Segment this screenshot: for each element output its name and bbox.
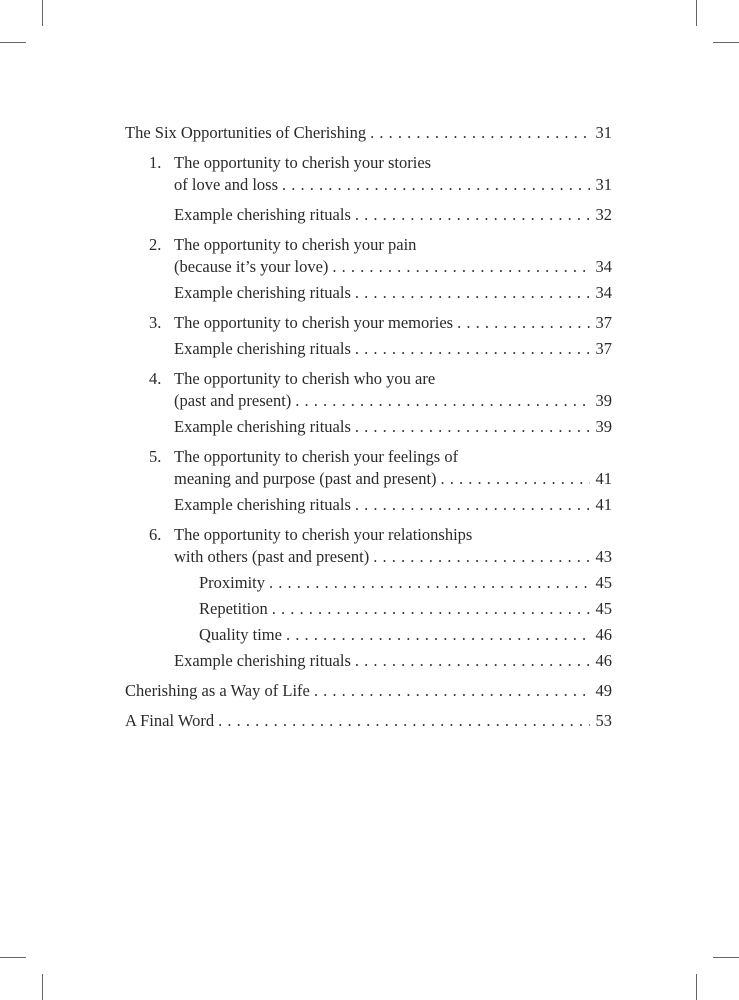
toc-page-number: 32 [595,205,612,224]
toc-page-number: 43 [595,547,612,566]
toc-entry-number: 1. [149,153,162,172]
dot-leader [355,494,590,516]
toc-entry-title: Proximity [199,573,266,592]
toc-page-number: 45 [595,573,612,592]
toc-page-number: 37 [595,339,612,358]
toc-entry-number: 6. [149,525,162,544]
toc-entry[interactable] [125,494,612,516]
toc-entry-number: 3. [149,313,162,332]
toc-entry[interactable] [125,650,612,672]
toc-entry[interactable] [125,338,612,360]
toc-entry-number: 4. [149,369,162,388]
toc-entry[interactable] [125,204,612,226]
dot-leader [355,282,590,304]
toc-entry-title: Example cherishing rituals [174,417,351,436]
toc-page-number: 34 [595,257,612,276]
dot-leader [314,680,590,702]
toc-page-number: 49 [595,681,612,700]
toc-entry[interactable] [125,710,612,732]
toc-page-number: 46 [595,625,612,644]
toc-entry-title: The Six Opportunities of Cherishing [125,123,367,142]
toc-page-number: 31 [595,123,612,142]
toc-entry[interactable] [125,572,612,594]
dot-leader [295,390,590,412]
crop-mark-top-left-h [0,42,26,43]
crop-mark-top-right [696,0,697,26]
toc-entry-title: (past and present) [174,391,292,410]
crop-mark-bottom-right [696,974,697,1000]
toc-entry-title: Example cherishing rituals [174,651,351,670]
toc-entry[interactable] [125,152,612,196]
crop-mark-top-left [42,0,43,26]
dot-leader [355,650,590,672]
dot-leader [355,416,590,438]
dot-leader [355,338,590,360]
toc-page-number: 31 [595,175,612,194]
toc-entry[interactable] [125,446,612,490]
dot-leader [282,174,590,196]
toc-page-number: 34 [595,283,612,302]
toc-entry[interactable] [125,122,612,144]
crop-mark-bottom-left [42,974,43,1000]
toc-entry[interactable] [125,624,612,646]
dot-leader [370,122,590,144]
toc-entry-title: Example cherishing rituals [174,339,351,358]
toc-entry-title-line1: The opportunity to cherish who you are [174,369,436,388]
toc-entry[interactable] [125,598,612,620]
toc-entry[interactable] [125,282,612,304]
toc-entry-title-line1: The opportunity to cherish your stories [174,153,432,172]
toc-entry-number: 2. [149,235,162,254]
toc-page-number: 41 [595,495,612,514]
crop-mark-bottom-left-h [0,957,26,958]
toc-entry-title: A Final Word [125,711,215,730]
toc-entry-title-line1: The opportunity to cherish your pain [174,235,417,254]
toc-entry-title: Repetition [199,599,268,618]
toc-entry[interactable] [125,416,612,438]
toc-entry[interactable] [125,312,612,334]
toc-page-number: 41 [595,469,612,488]
toc-page-number: 39 [595,417,612,436]
toc-page-number: 37 [595,313,612,332]
crop-mark-bottom-right-h [713,957,739,958]
toc-entry-title: The opportunity to cherish your memories [174,313,454,332]
toc-entry[interactable] [125,368,612,412]
toc-entry-title-line1: The opportunity to cherish your feelings of [174,447,459,466]
dot-leader [332,256,590,278]
crop-mark-top-right-h [713,42,739,43]
dot-leader [373,546,590,568]
toc-page-number: 45 [595,599,612,618]
toc-entry-title: meaning and purpose (past and present) [174,469,437,488]
toc-page-number: 39 [595,391,612,410]
dot-leader [457,312,590,334]
toc-entry-title: Quality time [199,625,282,644]
dot-leader [286,624,590,646]
toc-entry[interactable] [125,680,612,702]
toc-entry[interactable] [125,234,612,278]
toc-entry-title: Example cherishing rituals [174,495,351,514]
toc-page-number: 53 [595,711,612,730]
table-of-contents [125,122,612,732]
toc-entry-number: 5. [149,447,162,466]
toc-entry-title: Example cherishing rituals [174,283,351,302]
toc-entry[interactable] [125,524,612,568]
dot-leader [355,204,590,226]
toc-page-number: 46 [595,651,612,670]
toc-entry-title-line1: The opportunity to cherish your relationships [174,525,473,544]
dot-leader [218,710,590,732]
toc-entry-title: (because it’s your love) [174,257,329,276]
dot-leader [272,598,590,620]
toc-entry-title: Cherishing as a Way of Life [125,681,310,700]
dot-leader [269,572,590,594]
toc-entry-title: of love and loss [174,175,279,194]
dot-leader [441,468,590,490]
toc-entry-title: with others (past and present) [174,547,370,566]
toc-entry-title: Example cherishing rituals [174,205,351,224]
